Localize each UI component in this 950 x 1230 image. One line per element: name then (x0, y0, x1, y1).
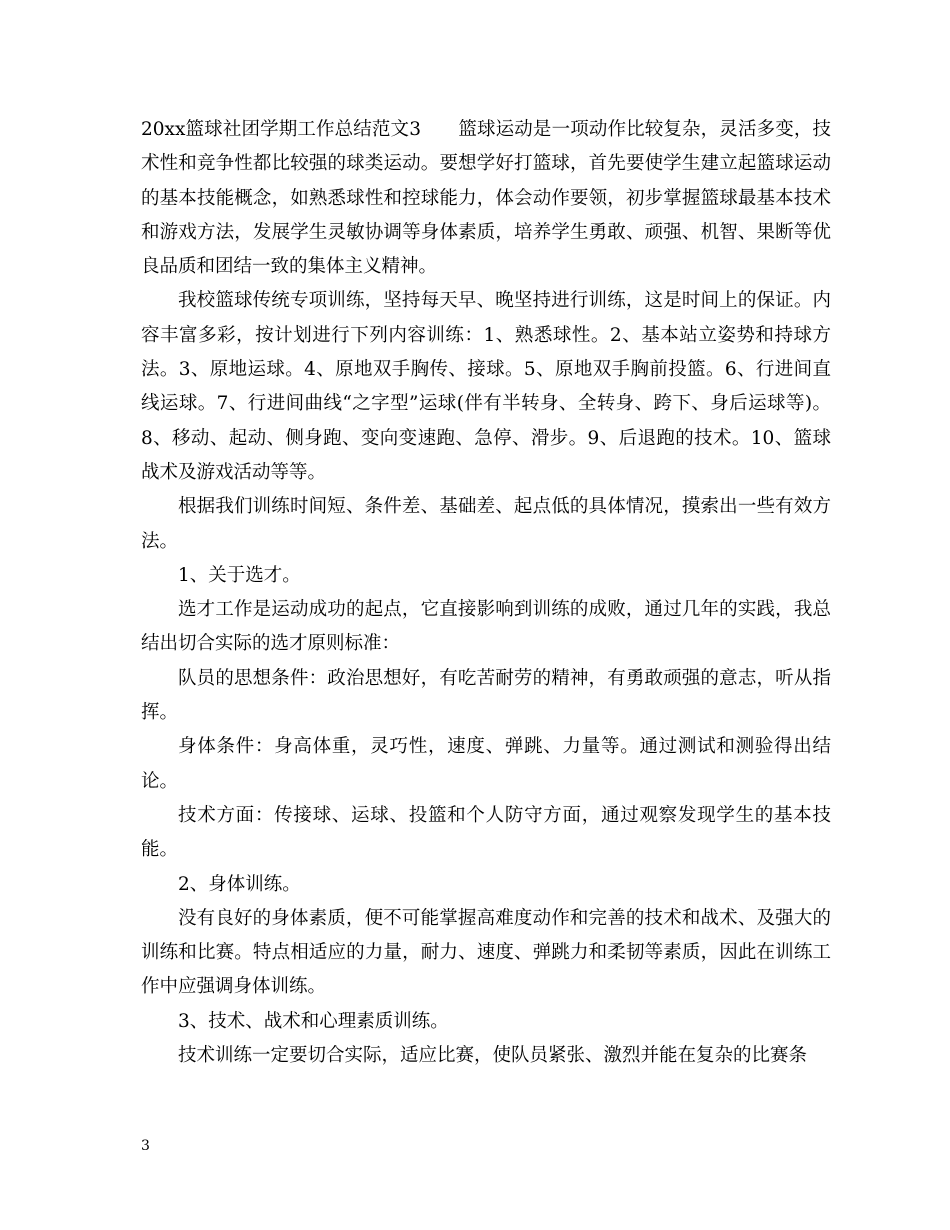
document-body (141, 113, 831, 1073)
heading-technique-tactics-psychology: 3、技术、战术和心理素质训练。 (178, 1010, 449, 1032)
paragraph-selection-principles: 选才工作是运动成功的起点，它直接影响到训练的成败，通过几年的实践，我总结出切合实际的选才原则标准： (141, 599, 831, 655)
heading-physical-training: 2、身体训练。 (178, 873, 301, 895)
paragraph-training-content: 我校篮球传统专项训练，坚持每天早、晚坚持进行训练，这是时间上的保证。内容丰富多彩，按计划进行下列内容训练：1、熟悉球性。2、基本站立姿势和持球方法。3、原地运球。4、原地双手胸传、接球。5、原地双手胸前投篮。6、行进间直线运球。7、行进间曲线“之字型”运球(伴有半转身、全转身、跨下、身后运球等)。8、移动、起动、侧身跑、变向变速跑、急停、滑步。9、后退跑的技术。10、篮球战术及游戏活动等等。 (141, 290, 831, 483)
paragraph-technical-aspects: 技术方面：传接球、运球、投篮和个人防守方面，通过观察发现学生的基本技能。 (141, 804, 831, 861)
heading-talent-selection: 1、关于选才。 (178, 564, 301, 586)
paragraph-technique-training: 技术训练一定要切合实际，适应比赛，使队员紧张、激烈并能在复杂的比赛条 (178, 1045, 808, 1067)
paragraph-mental-conditions: 队员的思想条件：政治思想好，有吃苦耐劳的精神，有勇敢顽强的意志，听从指挥。 (141, 667, 831, 724)
paragraph-title-intro: 20xx篮球社团学期工作总结范文3 篮球运动是一项动作比较复杂，灵活多变，技术性和竞争性都比较强的球类运动。要想学好打篮球，首先要使学生建立起篮球运动的基本技能概念，如熟悉球性和控球能力，体会动作要领，初步掌握篮球最基本技术和游戏方法，发展学生灵敏协调等身体素质，培养学生勇敢、顽强、机智、果断等优良品质和团结一致的集体主义精神。 (141, 119, 831, 278)
page-number: 3 (141, 1138, 150, 1154)
paragraph-physical-conditions: 身体条件：身高体重，灵巧性，速度、弹跳、力量等。通过测试和测验得出结论。 (141, 736, 831, 792)
paragraph-physical-training: 没有良好的身体素质，便不可能掌握高难度动作和完善的技术和战术、及强大的训练和比赛。特点相适应的力量，耐力、速度、弹跳力和柔韧等素质，因此在训练工作中应强调身体训练。 (141, 907, 831, 998)
paragraph-methods: 根据我们训练时间短、条件差、基础差、起点低的具体情况，摸索出一些有效方法。 (141, 496, 831, 552)
